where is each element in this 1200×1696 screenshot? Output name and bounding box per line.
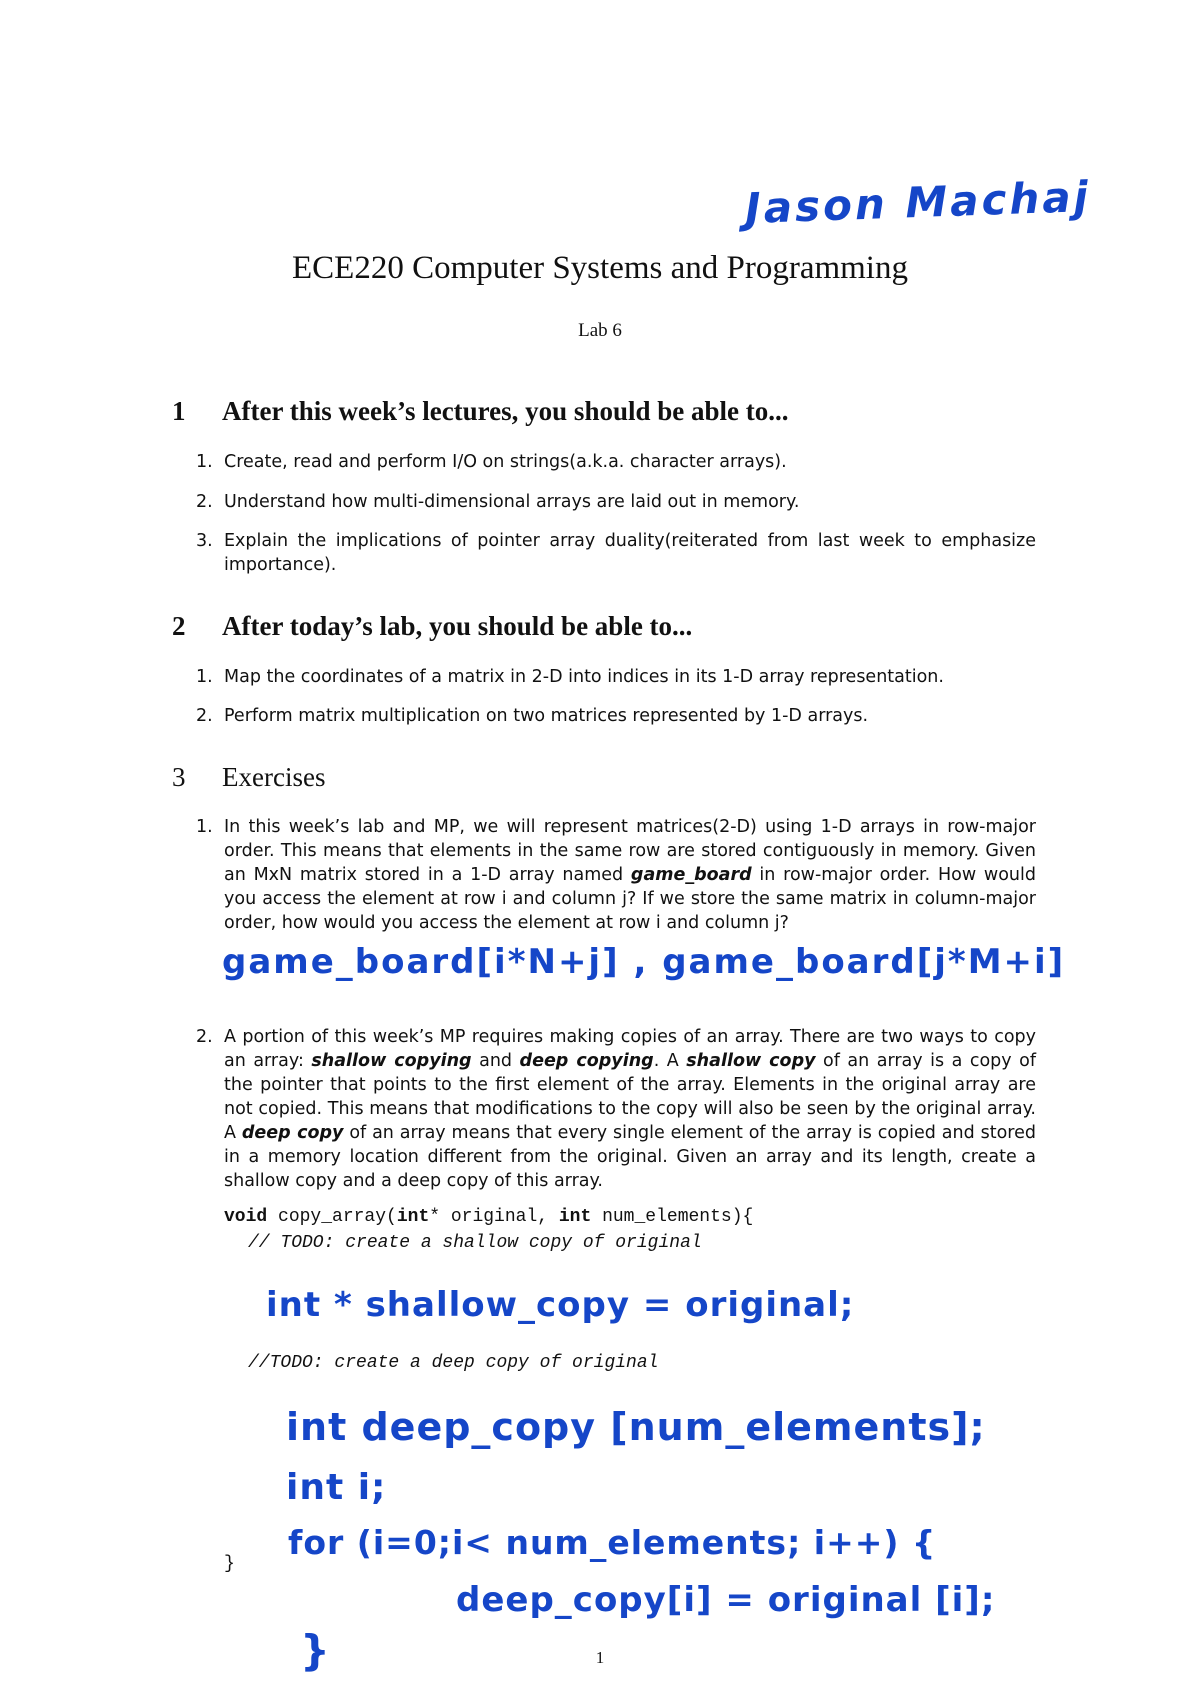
handwritten-answer-1: game_board[i*N+j] , game_board[j*M+i] [222,942,1066,982]
list-item: 1. Map the coordinates of a matrix in 2-D into indices in its 1-D array representation. [196,667,944,687]
list-item: 2. Understand how multi-dimensional arrays are laid out in memory. [196,492,800,512]
code-closing-brace: } [224,1554,235,1574]
section-number: 1 [172,396,186,426]
section-3-heading [172,762,325,793]
handwritten-loop-close: } [300,1626,331,1675]
handwritten-for-loop: for (i=0;i< num_elements; i++) { [288,1523,937,1562]
list-item: 2. Perform matrix multiplication on two matrices represented by 1-D arrays. [196,706,869,726]
page-number: 1 [595,1648,605,1667]
section-title: After this week’s lectures, you should be able to... [222,396,789,426]
handwritten-deep-copy-decl: int deep_copy [num_elements]; [286,1405,986,1449]
section-1-heading [172,396,789,427]
lab-number: Lab 6 [578,320,622,341]
document-title: ECE220 Computer Systems and Programming [292,250,908,286]
handwritten-loop-var: int i; [286,1467,387,1508]
code-comment-shallow: // TODO: create a shallow copy of original [248,1233,702,1253]
section-2-heading [172,611,692,642]
section-number: 3 [172,762,186,792]
code-comment-deep: //TODO: create a deep copy of original [248,1353,659,1373]
section-title: Exercises [222,762,326,792]
list-item: 1. Create, read and perform I/O on strings(a.k.a. character arrays). [196,452,787,472]
exercise-2: 2. A portion of this week’s MP requires making copies of an array. There are two ways to copy an array: shallow copying and deep copying. A shallow copy of an array is a copy of the pointer that points to the first element of the array. Elements in the original array are not copied. This means that modifications to the copy will also be seen by the original array. A deep copy of an array means that every single element of the array is copied and stored in a memory location different from the original. Given an array and its length, create a shallow copy and a deep copy of this array. [196,1027,1037,1191]
handwritten-signature: Jason Machaj [744,171,1092,234]
exercise-1: 1. In this week’s lab and MP, we will represent matrices(2-D) using 1-D arrays in row-major order. This means that elements in the same row are stored contiguously in memory. Given an MxN matrix stored in a 1-D array named game_board in row-major order. How would you access the element at row i and column j? If we store the same matrix in column-major order, how would you access the element at row i and column j? [196,817,1036,933]
handwritten-loop-body: deep_copy[i] = original [i]; [456,1580,996,1620]
handwritten-shallow-copy: int * shallow_copy = original; [266,1285,855,1325]
list-item: 3. Explain the implications of pointer array duality(reiterated from last week to emphasize importance). [196,531,1036,575]
code-signature: void copy_array(int* original, int num_elements){ [224,1207,754,1227]
section-number: 2 [172,611,186,641]
section-title: After today’s lab, you should be able to... [222,611,693,641]
